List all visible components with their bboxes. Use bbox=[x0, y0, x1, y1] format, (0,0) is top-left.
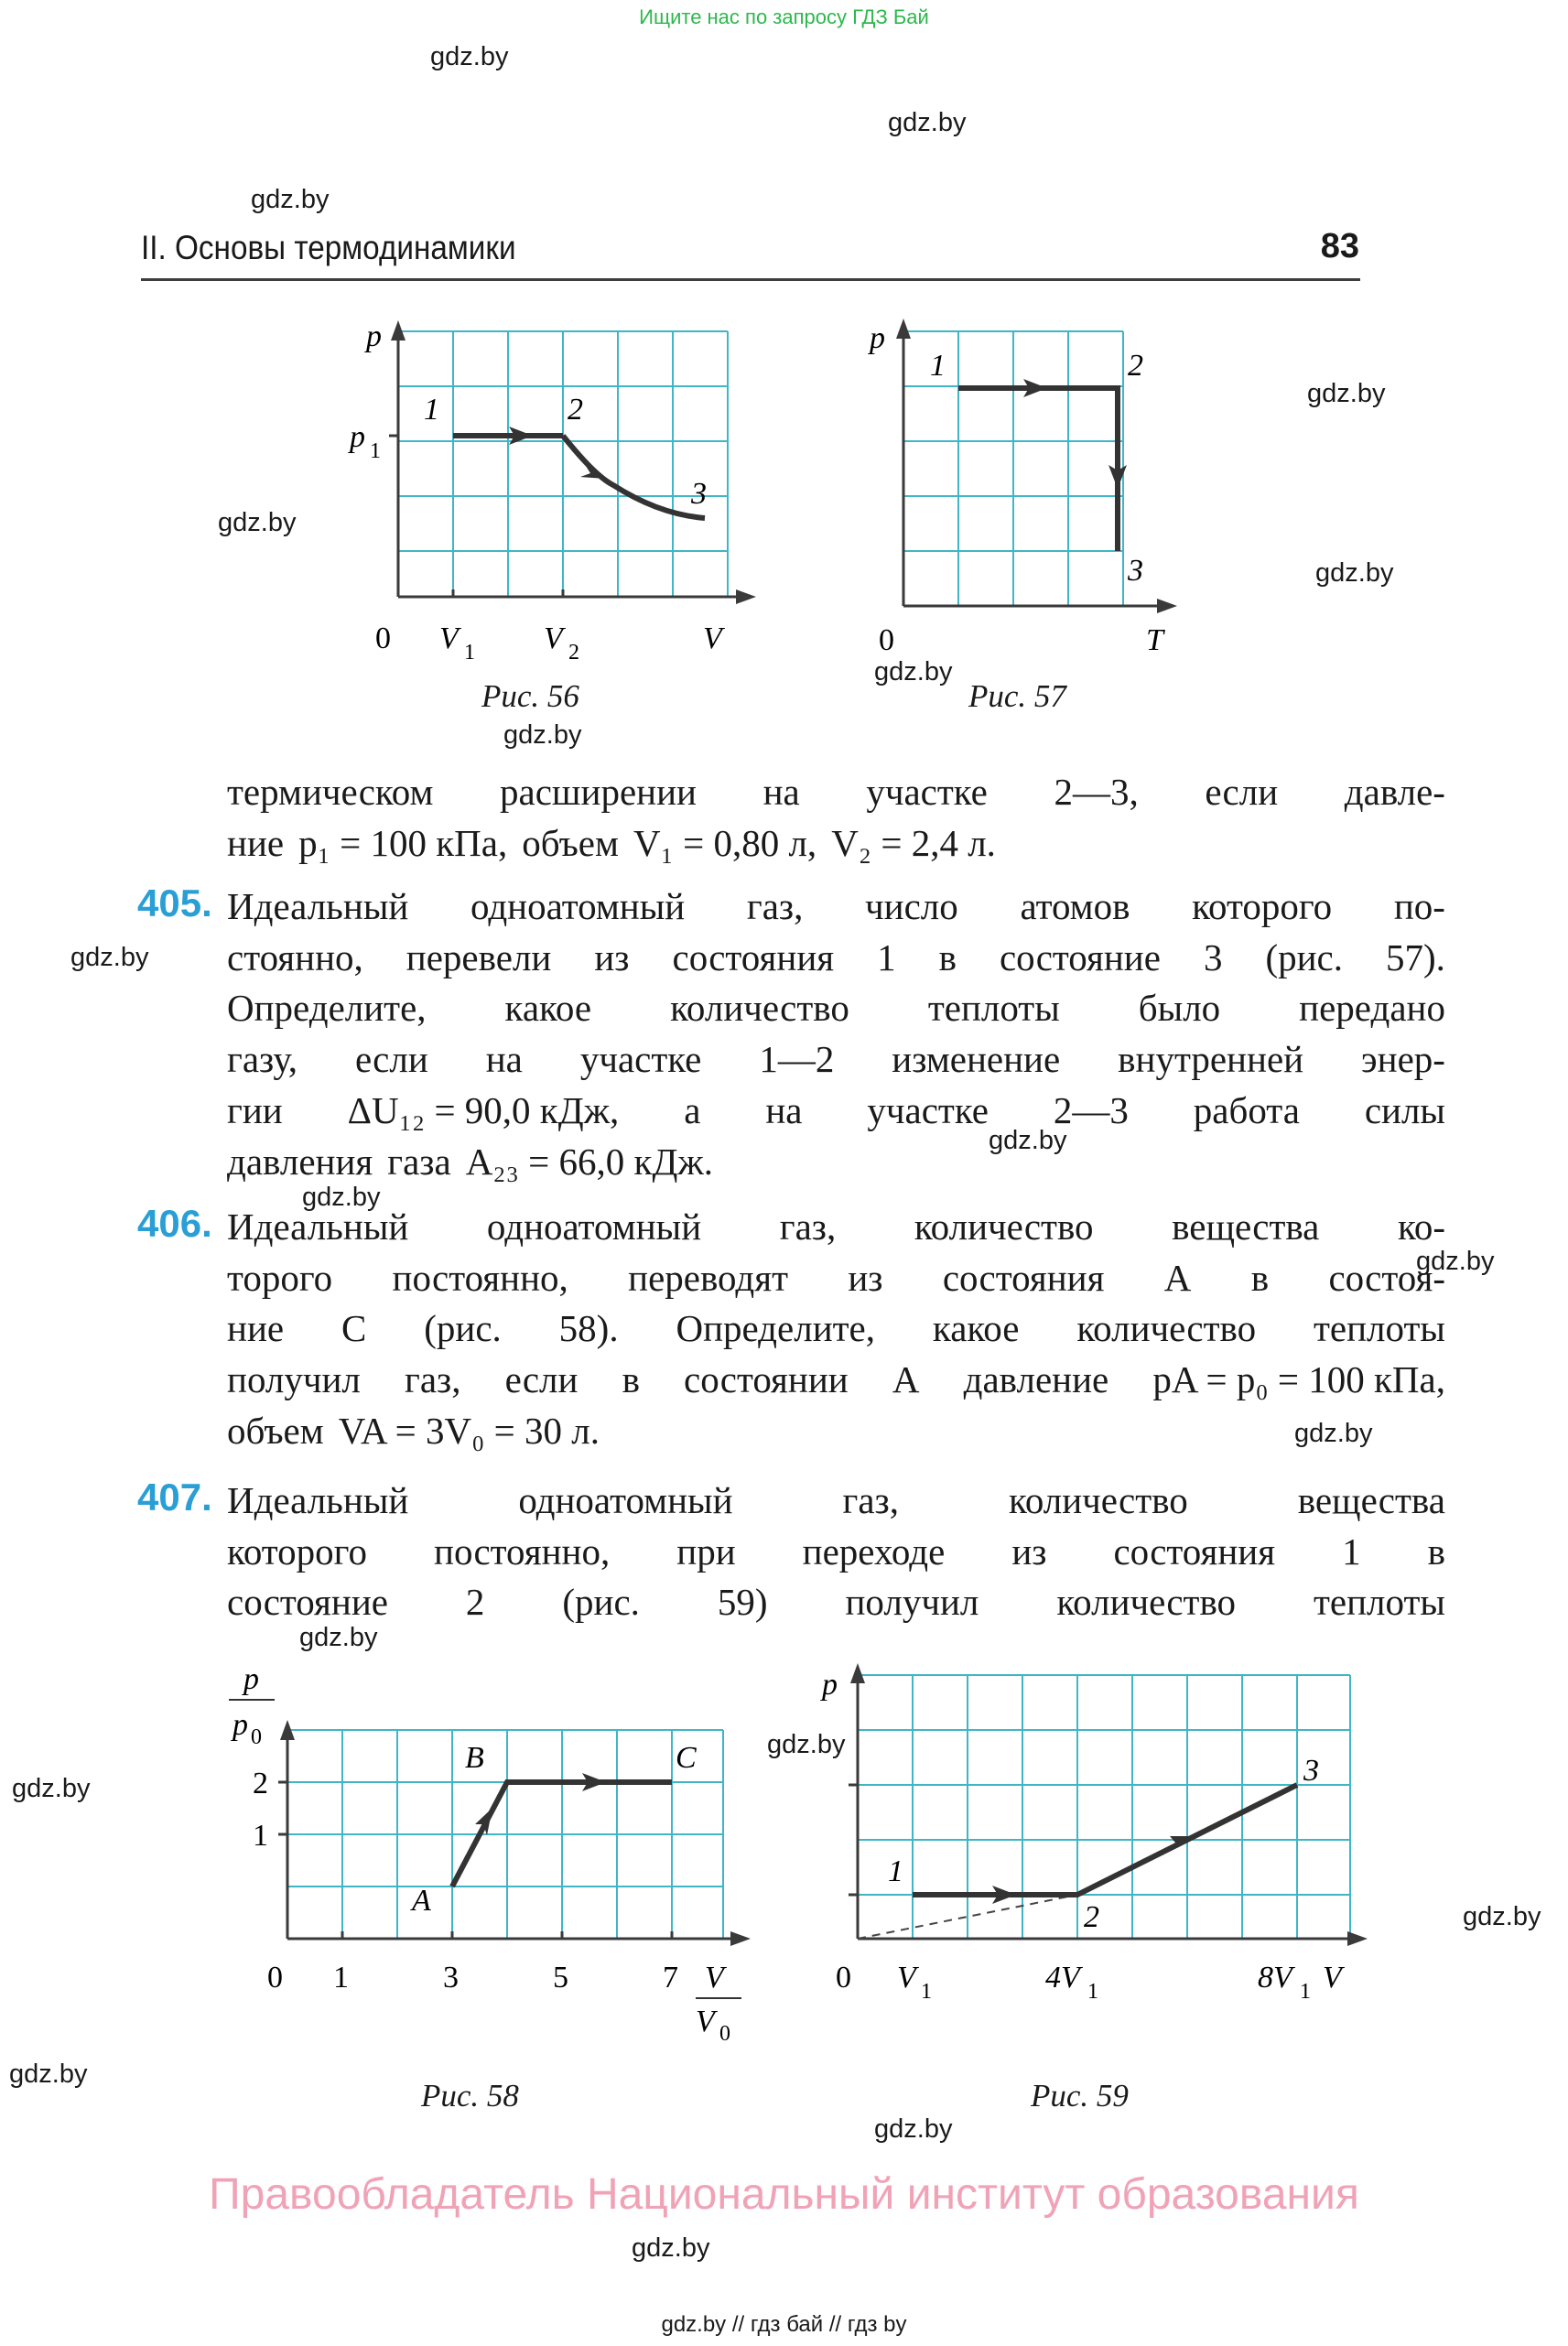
origin-label: 0 bbox=[879, 623, 894, 657]
x-tick-8v1: 8V bbox=[1258, 1961, 1292, 1995]
problem-number: 407. bbox=[137, 1476, 212, 1519]
text-line: газу, если на участке 1—2 изменение внутренней энер- bbox=[227, 1038, 1445, 1081]
text-line: давления газа A₂₃ = 66,0 кДж. bbox=[227, 1140, 713, 1183]
x-axis-label: V bbox=[703, 622, 722, 655]
point-C-label: C bbox=[676, 1741, 697, 1775]
process-path bbox=[958, 388, 1118, 551]
watermark: gdz.by bbox=[1416, 1247, 1495, 1276]
text-line: состояние 2 (рис. 59) получил количество теплоты bbox=[227, 1581, 1445, 1624]
text-line: Идеальный одноатомный газ, количество вещества ко- bbox=[227, 1205, 1445, 1248]
axes bbox=[849, 1680, 1351, 1939]
figure-57 bbox=[851, 311, 1199, 677]
x-tick-7: 7 bbox=[663, 1961, 678, 1995]
text-line: Идеальный одноатомный газ, число атомов которого по- bbox=[227, 885, 1445, 927]
y-axis-denominator: p bbox=[232, 1708, 248, 1742]
y-axis-numerator: p bbox=[243, 1662, 259, 1696]
continuation-paragraph bbox=[227, 767, 1445, 869]
figure-57-caption: Рис. 57 bbox=[968, 678, 1066, 714]
problem-407-text bbox=[227, 1476, 1445, 1628]
point-1-label: 1 bbox=[888, 1854, 903, 1888]
process-curve bbox=[453, 436, 705, 518]
y-axis-arrow bbox=[896, 319, 911, 339]
text-line: объем VA = 3V₀ = 30 л. bbox=[227, 1409, 600, 1452]
x-tick-v1-sub: 1 bbox=[921, 1980, 932, 2004]
watermark: gdz.by bbox=[9, 2060, 88, 2089]
x-axis-den-sub: 0 bbox=[719, 2022, 730, 2046]
y-axis-label: p bbox=[822, 1668, 838, 1702]
problem-number: 405. bbox=[137, 881, 212, 924]
watermark: gdz.by bbox=[251, 185, 330, 214]
watermark: gdz.by bbox=[767, 1730, 846, 1759]
chapter-title: II. Основы термодинамики bbox=[141, 229, 516, 266]
origin-label: 0 bbox=[375, 622, 391, 655]
x-tick-4v1: 4V bbox=[1045, 1961, 1080, 1995]
x-axis-denominator: V bbox=[696, 2005, 715, 2038]
figure-58 bbox=[220, 1661, 769, 2137]
point-B-label: B bbox=[465, 1741, 484, 1775]
figure-58-caption: Рис. 58 bbox=[421, 2078, 519, 2114]
watermark: gdz.by bbox=[874, 2114, 953, 2144]
x-tick-0: 0 bbox=[267, 1961, 283, 1995]
text-line: торого постоянно, переводят из состояния A в состоя- bbox=[227, 1256, 1445, 1299]
watermark: gdz.by bbox=[1315, 558, 1394, 588]
watermark: gdz.by bbox=[874, 657, 953, 687]
text-line: гии ΔU₁₂ = 90,0 кДж, а на участке 2—3 работа силы bbox=[227, 1088, 1445, 1131]
x-axis-numerator: V bbox=[705, 1961, 724, 1995]
watermark: gdz.by bbox=[1463, 1902, 1541, 1931]
copyright-footer: Правообладатель Национальный институт образования bbox=[209, 2170, 1359, 2219]
text-line: термическом расширении на участке 2—3, если давле- bbox=[227, 771, 1445, 813]
figure-59-caption: Рис. 59 bbox=[1031, 2078, 1129, 2114]
x-tick-1: 1 bbox=[333, 1961, 349, 1995]
point-3-label: 3 bbox=[1303, 1754, 1319, 1788]
text-line: ние p₁ = 100 кПа, объем V₁ = 0,80 л, V₂ = 2,4 л. bbox=[227, 821, 996, 864]
watermark: gdz.by bbox=[12, 1774, 91, 1803]
header-rule bbox=[141, 278, 1360, 281]
y-axis-label: p bbox=[870, 321, 885, 355]
x-tick-5: 5 bbox=[553, 1961, 568, 1995]
y-axis-label: p bbox=[366, 319, 382, 353]
text-line: получил газ, если в состоянии A давление pA = p₀ = 100 кПа, bbox=[227, 1358, 1445, 1401]
point-3-label: 3 bbox=[1128, 554, 1143, 588]
y-tick-1: 1 bbox=[253, 1819, 268, 1853]
point-A-label: A bbox=[412, 1884, 431, 1918]
y-tick-2: 2 bbox=[253, 1767, 268, 1800]
watermark: gdz.by bbox=[989, 1126, 1067, 1155]
grid bbox=[398, 331, 728, 597]
watermark: gdz.by bbox=[632, 2233, 710, 2263]
text-line: Идеальный одноатомный газ, количество вещества bbox=[227, 1479, 1445, 1521]
point-3-label: 3 bbox=[691, 477, 707, 511]
v2-sub: 2 bbox=[568, 641, 579, 665]
watermark: gdz.by bbox=[1294, 1419, 1373, 1448]
text-line: ние C (рис. 58). Определите, какое количество теплоты bbox=[227, 1307, 1445, 1350]
text-line: которого постоянно, при переходе из состояния 1 в bbox=[227, 1530, 1445, 1573]
v1-sub: 1 bbox=[464, 641, 475, 665]
x-axis-arrow bbox=[736, 589, 756, 604]
x-tick-8v1-sub: 1 bbox=[1300, 1980, 1311, 2004]
text-line: Определите, какое количество теплоты было передано bbox=[227, 987, 1445, 1030]
x-axis-arrow bbox=[730, 1931, 751, 1946]
bottom-note: gdz.by // гдз бай // гдз by bbox=[661, 2312, 907, 2337]
figure-56-caption: Рис. 56 bbox=[481, 678, 579, 714]
x-tick-3: 3 bbox=[443, 1961, 459, 1995]
watermark: gdz.by bbox=[218, 508, 297, 537]
point-2-label: 2 bbox=[568, 393, 583, 427]
x-tick-4v1-sub: 1 bbox=[1087, 1980, 1098, 2004]
y-axis-den-sub: 0 bbox=[251, 1725, 262, 1749]
point-2-label: 2 bbox=[1084, 1900, 1099, 1934]
watermark: gdz.by bbox=[430, 42, 509, 71]
problem-number: 406. bbox=[137, 1202, 212, 1245]
grid bbox=[287, 1730, 723, 1939]
x-axis-arrow bbox=[1157, 599, 1177, 613]
v2-label: V bbox=[544, 622, 563, 655]
figure-56 bbox=[339, 311, 760, 696]
page-number: 83 bbox=[1320, 227, 1359, 265]
point-1-label: 1 bbox=[930, 349, 946, 383]
grid bbox=[858, 1675, 1350, 1939]
x-axis-label: V bbox=[1323, 1961, 1342, 1995]
problem-406-text bbox=[227, 1202, 1445, 1457]
y-axis-arrow bbox=[850, 1663, 865, 1683]
p1-sub: 1 bbox=[370, 439, 381, 463]
v1-label: V bbox=[439, 622, 459, 655]
watermark: gdz.by bbox=[302, 1183, 381, 1212]
point-1-label: 1 bbox=[424, 393, 439, 427]
axes bbox=[389, 337, 741, 597]
arrow-2-3 bbox=[580, 463, 606, 479]
x-axis-arrow bbox=[1347, 1931, 1368, 1946]
x-axis-label: T bbox=[1146, 623, 1163, 657]
watermark: gdz.by bbox=[70, 943, 149, 972]
x-tick-v1: V bbox=[897, 1961, 916, 1995]
point-2-label: 2 bbox=[1128, 349, 1143, 383]
top-note: Ищите нас по запросу ГДЗ Бай bbox=[639, 5, 929, 28]
text-line: стоянно, перевели из состояния 1 в состояние 3 (рис. 57). bbox=[227, 935, 1445, 978]
figure-59 bbox=[806, 1661, 1373, 2082]
watermark: gdz.by bbox=[888, 108, 967, 137]
p1-label: p bbox=[350, 420, 365, 454]
watermark: gdz.by bbox=[503, 720, 582, 750]
problem-405-text bbox=[227, 881, 1445, 1187]
watermark: gdz.by bbox=[299, 1623, 378, 1652]
watermark: gdz.by bbox=[1307, 379, 1386, 408]
origin-label: 0 bbox=[836, 1961, 851, 1995]
